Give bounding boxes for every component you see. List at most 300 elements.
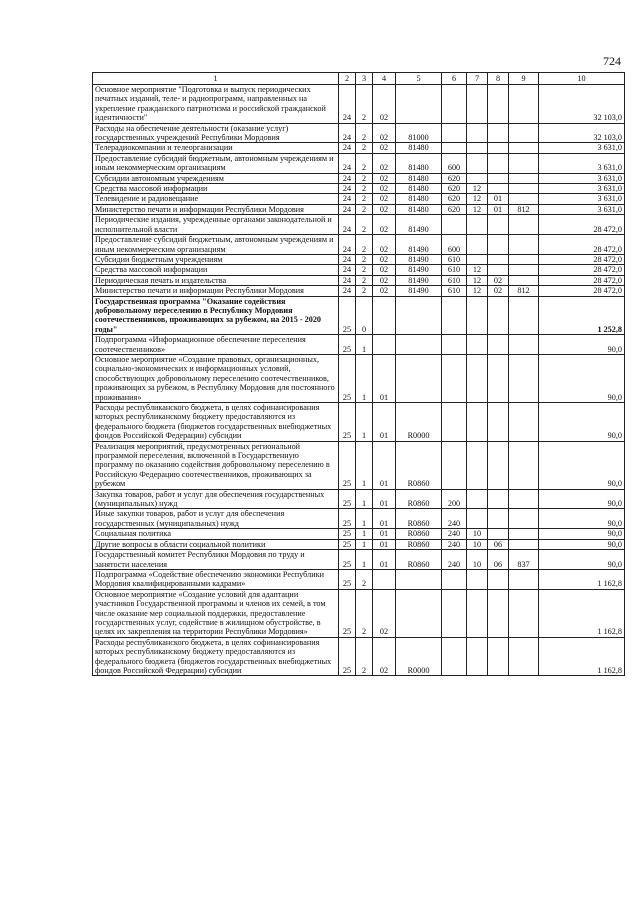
col-amount: 3 631,0 [539,143,625,153]
col-gp: 25 [339,354,356,402]
col-direction: R0860 [396,550,442,570]
col-amount: 28 472,0 [539,215,625,235]
header-cell: 5 [396,73,442,85]
col-pp: 2 [356,123,373,143]
col-gp: 25 [339,637,356,676]
col-gp: 25 [339,296,356,335]
col-amount: 1 252,8 [539,296,625,335]
col-gp: 24 [339,286,356,296]
table-row [93,173,625,183]
col-pp: 1 [356,539,373,549]
col-gp: 24 [339,254,356,264]
col-direction: 81480 [396,143,442,153]
col-grbs [509,153,539,173]
col-pr [488,265,509,275]
col-vr: 240 [442,529,467,539]
col-gp: 25 [339,539,356,549]
col-om: 02 [373,143,396,153]
col-pr [488,569,509,589]
table-row [93,184,625,194]
col-gp: 25 [339,403,356,442]
table-row [93,123,625,143]
col-direction: R0860 [396,539,442,549]
col-grbs [509,215,539,235]
col-direction [396,354,442,402]
row-name: Средства массовой информации [93,184,339,194]
header-cell: 8 [488,73,509,85]
col-direction: R0000 [396,637,442,676]
col-om: 02 [373,286,396,296]
col-vr: 620 [442,204,467,214]
row-name: Расходы республиканского бюджета, в целях софинансирования которых республиканскому бюджету предоставляются из федерального бюджета (бюджетов государственных внебюджетных фондов Российской Федерации) субсидии [93,403,339,442]
row-name: Министерство печати и информации Республики Мордовия [93,204,339,214]
col-amount: 1 162,8 [539,637,625,676]
col-vr [442,296,467,335]
col-grbs [509,354,539,402]
col-rz: 12 [467,265,488,275]
col-pp: 2 [356,265,373,275]
col-direction: R0860 [396,441,442,489]
col-vr [442,569,467,589]
table-row [93,286,625,296]
col-om: 02 [373,589,396,637]
header-row [93,73,625,85]
col-rz: 10 [467,529,488,539]
col-amount: 90,0 [539,550,625,570]
col-pp: 1 [356,550,373,570]
row-name: Основное мероприятие «Создание правовых, организационных, социально-экономических и информационных условий, способствующих добровольному переселению соотечественников, проживающих за рубежом, в Республику Мордовия для постоянного проживания» [93,354,339,402]
row-name: Расходы на обеспечение деятельности (оказание услуг) государственных учреждений Республики Мордовия [93,123,339,143]
col-om: 02 [373,265,396,275]
table-row [93,143,625,153]
col-pr [488,153,509,173]
header-cell: 1 [93,73,339,85]
col-pr [488,637,509,676]
col-direction: 81480 [396,173,442,183]
header-cell: 6 [442,73,467,85]
col-rz [467,441,488,489]
col-rz [467,215,488,235]
col-rz [467,637,488,676]
col-vr [442,335,467,355]
row-name: Субсидии автономным учреждениям [93,173,339,183]
col-grbs [509,194,539,204]
col-pr: 02 [488,275,509,285]
col-pr [488,509,509,529]
col-gp: 24 [339,184,356,194]
table-row [93,153,625,173]
row-name: Иные закупки товаров, работ и услуг для обеспечения государственных (муниципальных) нужд [93,509,339,529]
col-rz [467,235,488,255]
header-cell: 7 [467,73,488,85]
col-rz: 10 [467,550,488,570]
col-vr [442,441,467,489]
col-om: 02 [373,215,396,235]
table-row [93,275,625,285]
col-rz [467,489,488,509]
col-grbs [509,569,539,589]
col-om: 02 [373,194,396,204]
table-row [93,85,625,124]
col-pp: 2 [356,85,373,124]
col-om: 02 [373,85,396,124]
col-pr [488,335,509,355]
header-cell: 10 [539,73,625,85]
col-direction [396,335,442,355]
col-amount: 3 631,0 [539,173,625,183]
page-number: 724 [603,54,621,68]
row-name: Телерадиокомпании и телеорганизации [93,143,339,153]
col-grbs [509,265,539,275]
col-vr [442,403,467,442]
col-amount: 32 103,0 [539,123,625,143]
col-grbs [509,403,539,442]
col-vr: 240 [442,550,467,570]
col-grbs [509,173,539,183]
col-grbs: 812 [509,204,539,214]
col-vr: 620 [442,194,467,204]
col-rz: 12 [467,286,488,296]
col-pr [488,403,509,442]
row-name: Расходы республиканского бюджета, в целях софинансирования которых республиканскому бюджету предоставляются из федерального бюджета (бюджетов государственных внебюджетных фондов Российской Федерации) субсидии [93,637,339,676]
col-amount: 28 472,0 [539,275,625,285]
col-amount: 3 631,0 [539,184,625,194]
col-amount: 28 472,0 [539,254,625,264]
col-amount: 90,0 [539,354,625,402]
row-name: Подпрограмма «Содействие обеспечению экономики Республики Мордовия квалифицированными кадрами» [93,569,339,589]
col-grbs [509,254,539,264]
table-row [93,296,625,335]
col-direction: 81490 [396,254,442,264]
col-om: 02 [373,275,396,285]
table-row [93,539,625,549]
col-gp: 25 [339,589,356,637]
col-rz: 12 [467,184,488,194]
col-pp: 2 [356,215,373,235]
col-amount: 28 472,0 [539,235,625,255]
col-grbs [509,335,539,355]
col-direction: R0000 [396,403,442,442]
col-vr [442,123,467,143]
col-vr [442,354,467,402]
col-om: 02 [373,204,396,214]
col-pp: 0 [356,296,373,335]
col-gp: 25 [339,550,356,570]
col-om [373,296,396,335]
table-row [93,194,625,204]
col-om: 02 [373,235,396,255]
col-pr [488,184,509,194]
col-amount: 1 162,8 [539,569,625,589]
col-om [373,569,396,589]
col-amount: 32 103,0 [539,85,625,124]
col-pp: 2 [356,637,373,676]
col-pp: 2 [356,286,373,296]
row-name: Периодическая печать и издательства [93,275,339,285]
col-pp: 1 [356,529,373,539]
col-pr: 01 [488,194,509,204]
col-direction [396,296,442,335]
col-pr [488,441,509,489]
col-rz [467,296,488,335]
col-pr [488,296,509,335]
col-rz [467,254,488,264]
col-direction: 81490 [396,286,442,296]
col-gp: 24 [339,173,356,183]
table-row [93,204,625,214]
col-grbs [509,441,539,489]
col-pp: 2 [356,173,373,183]
col-rz [467,354,488,402]
col-amount: 90,0 [539,403,625,442]
col-amount: 3 631,0 [539,204,625,214]
row-name: Основное мероприятие «Создание условий для адаптации участников Государственной программы и членов их семей, в том числе оказание мер социальной поддержки, предоставление государственных услуг, содействие в жилищном обустройстве, в целях их закрепления на территории Республики Мордовия» [93,589,339,637]
col-om: 01 [373,509,396,529]
col-direction [396,589,442,637]
col-pp: 1 [356,403,373,442]
col-grbs [509,296,539,335]
col-rz [467,173,488,183]
col-grbs [509,529,539,539]
col-rz: 12 [467,194,488,204]
header-cell: 4 [373,73,396,85]
col-grbs [509,143,539,153]
row-name: Субсидии бюджетным учреждениям [93,254,339,264]
col-om: 02 [373,153,396,173]
col-om: 02 [373,637,396,676]
table-row [93,509,625,529]
row-name: Телевидение и радиовещание [93,194,339,204]
row-name: Закупка товаров, работ и услуг для обеспечения государственных (муниципальных) нужд [93,489,339,509]
col-gp: 24 [339,85,356,124]
col-direction: 81490 [396,235,442,255]
col-pp: 1 [356,354,373,402]
col-amount: 1 162,8 [539,589,625,637]
col-vr: 620 [442,184,467,194]
col-pr [488,123,509,143]
col-grbs [509,509,539,529]
col-vr [442,589,467,637]
col-rz [467,153,488,173]
col-grbs [509,539,539,549]
col-pp: 2 [356,143,373,153]
col-pp: 2 [356,235,373,255]
col-rz [467,403,488,442]
col-pp: 1 [356,509,373,529]
col-grbs [509,589,539,637]
col-grbs [509,123,539,143]
col-amount: 28 472,0 [539,265,625,275]
col-pr [488,354,509,402]
col-vr: 610 [442,254,467,264]
row-name: Средства массовой информации [93,265,339,275]
col-grbs [509,85,539,124]
col-rz [467,569,488,589]
col-direction: 81490 [396,215,442,235]
col-pp: 1 [356,441,373,489]
col-vr: 610 [442,265,467,275]
col-direction: 81480 [396,153,442,173]
header-cell: 3 [356,73,373,85]
table-row [93,489,625,509]
col-amount: 90,0 [539,335,625,355]
col-pr [488,235,509,255]
col-grbs [509,275,539,285]
col-pr: 06 [488,550,509,570]
col-gp: 24 [339,265,356,275]
col-vr: 200 [442,489,467,509]
col-vr [442,215,467,235]
col-pr [488,85,509,124]
col-gp: 25 [339,509,356,529]
col-amount: 3 631,0 [539,153,625,173]
col-grbs: 812 [509,286,539,296]
col-gp: 24 [339,194,356,204]
table-row [93,529,625,539]
col-gp: 24 [339,204,356,214]
table-row [93,354,625,402]
col-pr [488,489,509,509]
table-row [93,215,625,235]
header-cell: 2 [339,73,356,85]
table-row [93,550,625,570]
col-vr: 600 [442,153,467,173]
row-name: Предоставление субсидий бюджетным, автономным учреждениям и иным некоммерческим организациям [93,235,339,255]
col-pr: 06 [488,539,509,549]
col-pr [488,529,509,539]
col-pr [488,143,509,153]
col-direction: 81490 [396,275,442,285]
row-name: Реализация мероприятий, предусмотренных региональной программой переселения, включенной в Государственную программу по оказанию содействия добровольному переселению в Российскую Федерацию соотечественников, проживающих за рубежом [93,441,339,489]
col-vr: 610 [442,286,467,296]
table-row [93,441,625,489]
col-gp: 24 [339,235,356,255]
col-amount: 90,0 [539,441,625,489]
col-om: 02 [373,123,396,143]
col-vr: 600 [442,235,467,255]
col-gp: 25 [339,569,356,589]
col-pr [488,254,509,264]
col-gp: 25 [339,441,356,489]
col-rz: 12 [467,204,488,214]
table-row [93,403,625,442]
col-amount: 90,0 [539,539,625,549]
col-amount: 28 472,0 [539,286,625,296]
col-om: 02 [373,254,396,264]
col-pp: 2 [356,184,373,194]
col-gp: 24 [339,143,356,153]
col-direction: R0860 [396,509,442,529]
col-vr [442,637,467,676]
col-pp: 2 [356,569,373,589]
row-name: Государственный комитет Республики Мордовия по труду и занятости населения [93,550,339,570]
col-om: 01 [373,529,396,539]
col-pp: 2 [356,275,373,285]
col-pr: 02 [488,286,509,296]
col-rz [467,589,488,637]
col-direction: R0860 [396,489,442,509]
col-om: 01 [373,441,396,489]
col-rz [467,123,488,143]
col-om: 02 [373,184,396,194]
col-pp: 2 [356,254,373,264]
col-om: 01 [373,403,396,442]
col-direction: 81480 [396,184,442,194]
col-direction [396,85,442,124]
col-pr [488,215,509,235]
col-vr: 610 [442,275,467,285]
row-name: Периодические издания, учрежденные органами законодательной и исполнительной власти [93,215,339,235]
col-pp: 2 [356,153,373,173]
col-vr: 620 [442,173,467,183]
budget-table [92,72,625,676]
col-grbs [509,235,539,255]
col-vr: 240 [442,509,467,529]
col-amount: 90,0 [539,509,625,529]
col-gp: 24 [339,215,356,235]
col-rz [467,143,488,153]
table-row [93,235,625,255]
col-direction: 81490 [396,265,442,275]
col-rz: 12 [467,275,488,285]
col-grbs [509,637,539,676]
col-gp: 25 [339,335,356,355]
col-gp: 24 [339,275,356,285]
table-row [93,637,625,676]
col-amount: 90,0 [539,489,625,509]
col-pp: 1 [356,335,373,355]
row-name: Государственная программа "Оказание содействия добровольному переселению в Республику Мордовия соотечественников, проживающих за рубежом, на 2015 - 2020 годы" [93,296,339,335]
col-direction: 81480 [396,194,442,204]
col-amount: 90,0 [539,529,625,539]
col-gp: 24 [339,123,356,143]
col-pp: 1 [356,489,373,509]
row-name: Другие вопросы в области социальной политики [93,539,339,549]
col-gp: 24 [339,153,356,173]
row-name: Подпрограмма «Информационное обеспечение переселения соотечественников» [93,335,339,355]
col-vr: 240 [442,539,467,549]
col-pr [488,173,509,183]
col-amount: 3 631,0 [539,194,625,204]
table-row [93,569,625,589]
col-pr: 01 [488,204,509,214]
col-om: 01 [373,539,396,549]
col-direction: 81480 [396,204,442,214]
col-grbs: 837 [509,550,539,570]
col-pr [488,589,509,637]
col-pp: 2 [356,194,373,204]
table-row [93,254,625,264]
col-pp: 2 [356,204,373,214]
col-rz [467,85,488,124]
col-rz: 10 [467,539,488,549]
col-grbs [509,489,539,509]
col-gp: 25 [339,529,356,539]
header-cell: 9 [509,73,539,85]
table-row [93,589,625,637]
col-vr [442,85,467,124]
col-gp: 25 [339,489,356,509]
row-name: Предоставление субсидий бюджетным, автономным учреждениям и иным некоммерческим организациям [93,153,339,173]
col-om: 01 [373,489,396,509]
col-om: 01 [373,354,396,402]
row-name: Социальная политика [93,529,339,539]
col-om [373,335,396,355]
row-name: Министерство печати и информации Республики Мордовия [93,286,339,296]
row-name: Основное мероприятие "Подготовка и выпуск периодических печатных изданий, теле- и радиопрограмм, направленных на укрепление гражданского патриотизма и российской гражданской идентичности" [93,85,339,124]
col-om: 02 [373,173,396,183]
col-direction [396,569,442,589]
